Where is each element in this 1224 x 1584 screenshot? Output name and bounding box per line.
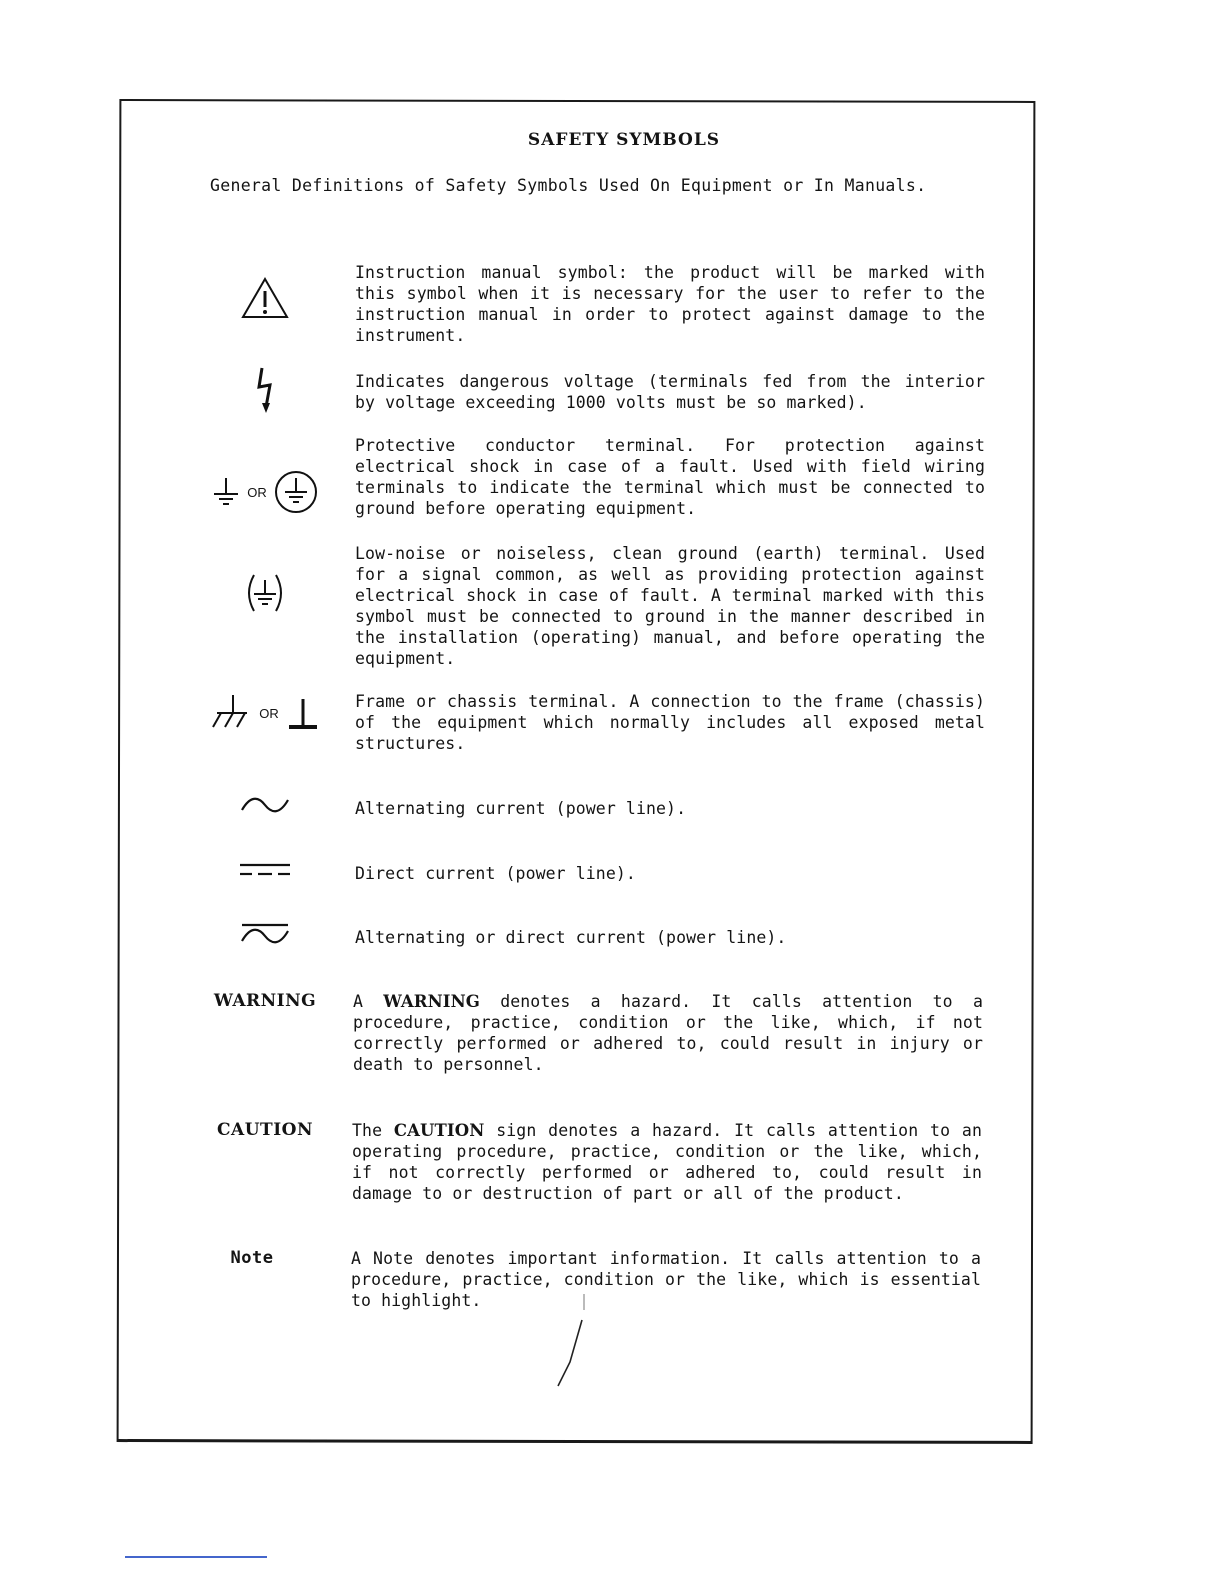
warning-label: WARNING	[213, 991, 317, 1011]
frame-terminal-icon	[209, 693, 253, 733]
ac-or-dc-description: Alternating or direct current (power line).	[355, 928, 787, 947]
note-label-cell	[190, 1248, 314, 1268]
dangerous-voltage-description: Indicates dangerous voltage (terminals fed from the interior by voltage exceeding 1000 volts must be so marked).	[355, 372, 985, 412]
protective-ground-symbols	[190, 469, 340, 515]
warning-body: denotes a hazard. It calls attention to a procedure, practice, condition or the like, which, if not correctly performed or adhered to, could result in injury or death to personnel.	[353, 992, 983, 1074]
warning-prefix: A	[353, 992, 364, 1011]
note-description: A Note denotes important information. It calls attention to a procedure, practice, condition or the like, which is essential to highlight.	[351, 1249, 981, 1310]
warning-description	[353, 991, 983, 1075]
note-label: Note	[230, 1248, 274, 1268]
protective-earth-icon	[273, 469, 319, 515]
caution-label-cell	[190, 1120, 340, 1140]
ac-dc-icon	[190, 919, 340, 949]
alternating-current-icon	[190, 792, 340, 818]
caution-label: CAUTION	[217, 1120, 313, 1140]
page-subtitle: General Definitions of Safety Symbols Used On Equipment or In Manuals.	[210, 176, 927, 195]
or-label: OR	[259, 705, 279, 721]
frame-chassis-description: Frame or chassis terminal. A connection to the frame (chassis) of the equipment which normally includes all exposed metal structures.	[355, 692, 985, 753]
pen-stroke-mark	[548, 1290, 588, 1410]
chassis-terminal-icon	[285, 693, 321, 733]
chassis-ground-symbols	[190, 693, 340, 733]
caution-keyword: CAUTION	[393, 1121, 485, 1140]
protective-conductor-description: Protective conductor terminal. For protection against electrical shock in case of a fault. Used with field wiring terminals to indicate the terminal which must be connected to ground before operating equipment.	[355, 436, 985, 518]
alternating-current-description: Alternating current (power line).	[355, 799, 687, 818]
direct-current-icon	[190, 857, 340, 883]
ground-icon	[211, 474, 241, 510]
caution-triangle-icon	[190, 276, 340, 320]
page-title: SAFETY SYMBOLS	[527, 130, 721, 150]
warning-label-cell	[190, 991, 340, 1011]
clean-ground-icon	[190, 571, 340, 615]
clean-ground-description: Low-noise or noiseless, clean ground (earth) terminal. Used for a signal common, as well as providing protection against electrical shock in case of fault. A terminal marked with this symbol must be connected to ground in the manner described in the installation (operating) manual, and before operating the equipment.	[355, 544, 985, 668]
caution-body: sign denotes a hazard. It calls attention to an operating procedure, practice, condition or the like, which, if not correctly performed or adhered to, could result in damage to or destruction of part or all of the product.	[352, 1121, 982, 1203]
caution-prefix: The	[352, 1121, 383, 1140]
direct-current-description: Direct current (power line).	[355, 864, 636, 883]
lightning-bolt-icon	[190, 365, 340, 415]
warning-keyword: WARNING	[383, 992, 480, 1011]
or-label: OR	[247, 484, 267, 500]
footer-rule	[125, 1556, 267, 1558]
caution-description	[352, 1120, 982, 1204]
instruction-manual-description: Instruction manual symbol: the product will be marked with this symbol when it is necessary for the user to refer to the instruction manual in order to protect against damage to the instrument.	[355, 263, 985, 345]
